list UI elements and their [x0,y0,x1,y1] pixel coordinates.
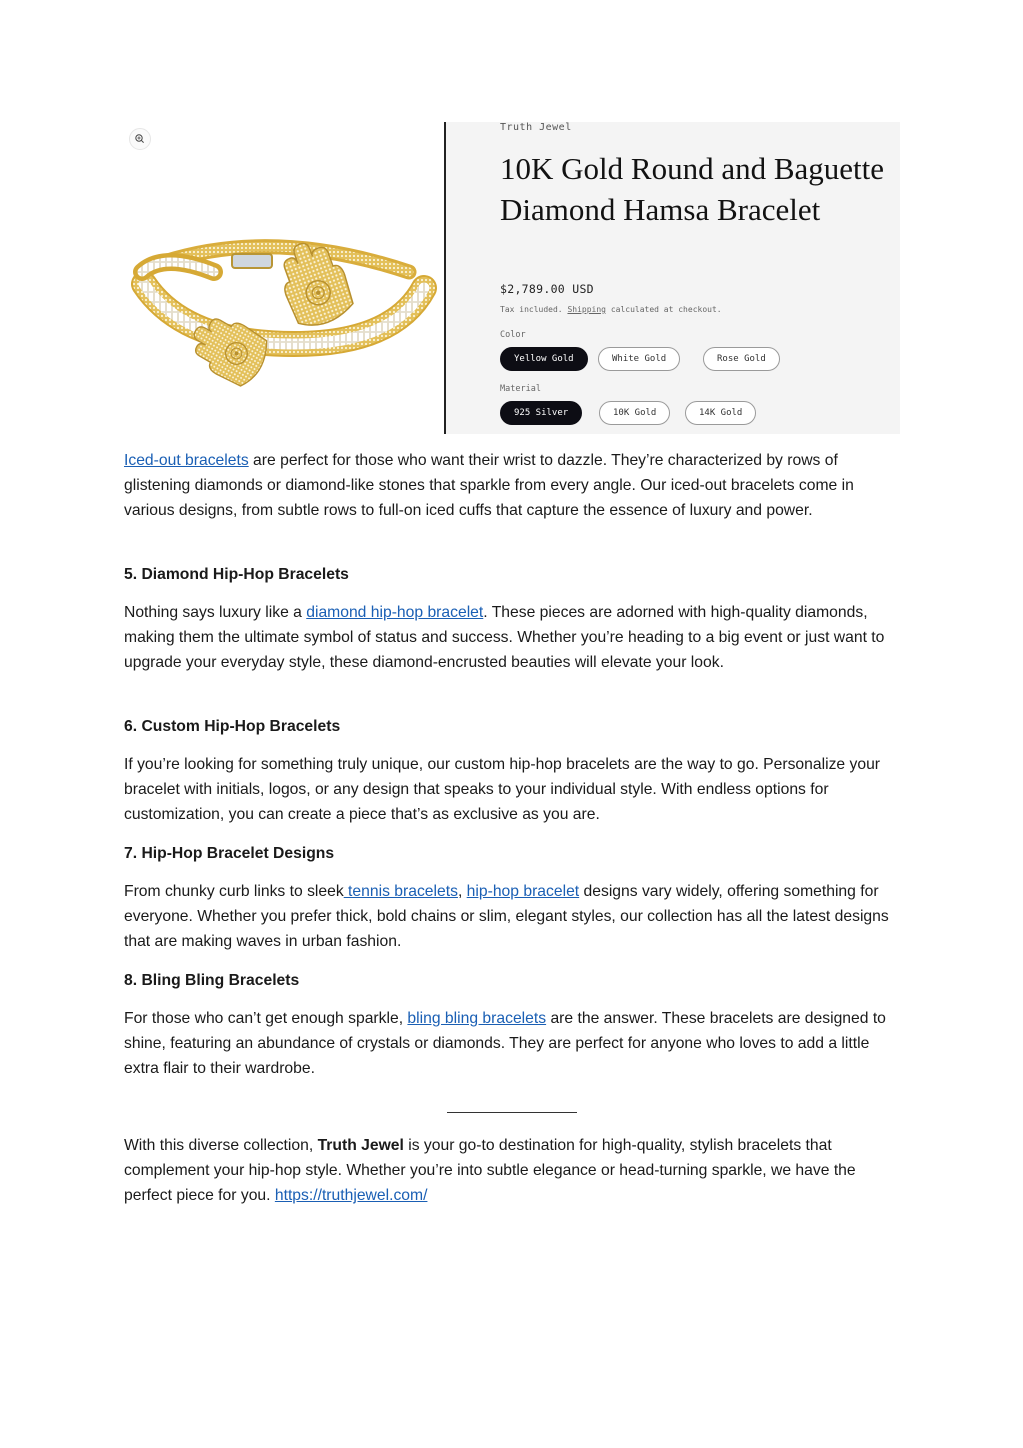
material-option-10k-gold[interactable]: 10K Gold [599,401,670,425]
vendor-name: Truth Jewel [500,122,572,133]
truthjewel-url-link[interactable]: https://truthjewel.com/ [274,1187,428,1205]
section-separator [447,1112,577,1113]
section-7-paragraph [124,879,904,955]
section-7-text-post: designs vary widely, offering something for everyone. Whether you prefer thick, bold chains or slim, elegant styles, our collection has all the latest designs that are making waves in urban fashion. [124,883,889,951]
section-5-text-pre: Nothing says luxury like a [124,604,307,621]
section-7-text-mid: , [457,883,467,900]
section-7-text-pre: From chunky curb links to sleek [124,883,344,900]
color-label: Color [500,330,526,340]
brand-name: Truth Jewel [317,1137,404,1154]
section-8-text-pre: For those who can’t get enough sparkle, [124,1010,408,1027]
product-title: 10K Gold Round and Baguette Diamond Hamsa Bracelet [500,151,885,227]
hip-hop-bracelet-link[interactable]: hip-hop bracelet [466,883,580,900]
color-option-rose-gold[interactable]: Rose Gold [703,347,780,371]
section-6-text: If you’re looking for something truly unique, our custom hip-hop bracelets are the way to go. Personalize your bracelet with initials, logos, or any design that speaks to your individual style. With endless options for customization, you can create a piece that’s as exclusive as you are. [124,756,881,824]
closing-paragraph [124,1133,904,1209]
tax-suffix: calculated at checkout. [610,305,722,314]
iced-out-bracelets-link[interactable]: Iced-out bracelets [124,452,249,469]
tax-note [500,305,722,314]
closing-text-mid: is your go-to destination for high-quality, stylish bracelets that complement your hip-hop style. Whether you’re into subtle elegance or head-turning sparkle, we have the perfect piece for you. [124,1137,856,1205]
section-8-paragraph [124,1006,904,1082]
section-8-text-post: are the answer. These bracelets are designed to shine, featuring an abundance of crystals or diamonds. They are perfect for anyone who loves to add a little extra flair to their wardrobe. [124,1010,886,1078]
bling-bling-bracelets-link[interactable]: bling bling bracelets [407,1010,547,1027]
section-8-heading: 8. Bling Bling Bracelets [124,972,300,989]
material-option-14k-gold[interactable]: 14K Gold [685,401,756,425]
material-option-925-silver[interactable]: 925 Silver [500,401,582,425]
material-label: Material [500,384,541,394]
color-option-yellow-gold[interactable]: Yellow Gold [500,347,588,371]
intro-text: are perfect for those who want their wrist to dazzle. They’re characterized by rows of glistening diamonds or diamond-like stones that sparkle from every angle. Our iced-out bracelets come in various designs, from subtle rows to full-on iced cuffs that capture the essence of luxury and power. [124,452,854,520]
product-screenshot [124,122,900,434]
shipping-link[interactable]: Shipping [567,305,606,314]
section-7-heading: 7. Hip-Hop Bracelet Designs [124,845,335,862]
color-option-white-gold[interactable]: White Gold [598,347,680,371]
section-5-paragraph [124,600,904,676]
section-5 [124,562,904,587]
section-5-heading: 5. Diamond Hip-Hop Bracelets [124,566,349,583]
bracelet-image [124,122,444,434]
section-7 [124,841,904,866]
tennis-bracelets-link[interactable]: tennis bracelets [343,883,458,900]
product-info-panel [446,122,900,434]
section-6 [124,714,904,739]
intro-paragraph [124,448,904,524]
diamond-hip-hop-bracelet-link[interactable]: diamond hip-hop bracelet [306,604,484,621]
product-image-panel [124,122,444,434]
closing-text-pre: With this diverse collection, [124,1137,318,1154]
section-5-text-post: . These pieces are adorned with high-quality diamonds, making them the ultimate symbol of status and success. Whether you’re heading to a big event or just want to upgrade your everyday style, these diamond-encrusted beauties will elevate your look. [124,604,885,672]
section-8 [124,968,904,993]
section-6-heading: 6. Custom Hip-Hop Bracelets [124,718,341,735]
section-6-paragraph [124,752,904,828]
tax-prefix: Tax included. [500,305,563,314]
product-price: $2,789.00 USD [500,282,594,296]
